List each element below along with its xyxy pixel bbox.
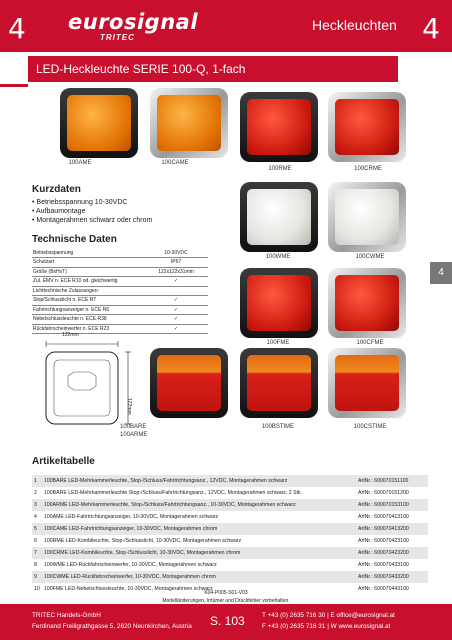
spec-row bbox=[32, 296, 208, 306]
lamp-image-100cfme bbox=[328, 268, 406, 338]
spec-row bbox=[32, 267, 208, 277]
kurzdaten-item: • Aufbaumontage bbox=[32, 207, 152, 216]
row-article-number: ArtNr.: 600070423200 bbox=[356, 547, 428, 559]
row-article-number: ArtNr.: 600070423100 bbox=[358, 538, 409, 544]
row-description: 100ARME LED-Mehrkammerleuchte, Stop-/Schluss/Fahrtrichtungsanz., 10-30VDC, Montagerahmen schwarz bbox=[42, 499, 356, 511]
row-number: 8 bbox=[34, 562, 37, 568]
footer-contact-phone-email: T +43 (0) 2635 716 30 | E office@eurosignal.at bbox=[262, 612, 395, 619]
lamp-label: 100CFME bbox=[356, 340, 384, 346]
document-code: K04-P005-S01-V03 bbox=[204, 590, 248, 596]
lamp-label: 100RME bbox=[268, 166, 292, 172]
lamp-image-100came bbox=[150, 88, 228, 158]
spec-row bbox=[32, 315, 208, 325]
table-row bbox=[32, 523, 428, 535]
lamp-image-100ame bbox=[60, 88, 138, 158]
kurzdaten-list bbox=[32, 198, 152, 225]
kurzdaten-heading: Kurzdaten bbox=[32, 184, 81, 195]
lamp-label: 100BARE bbox=[120, 424, 147, 430]
row-number: 9 bbox=[32, 571, 42, 583]
brand-logo-sub: TRITEC bbox=[100, 33, 135, 42]
spec-label: Fahrtrichtungsanzeiger n. ECE R6 bbox=[32, 305, 144, 315]
spec-row bbox=[32, 324, 208, 334]
spec-value: 10-30VDC bbox=[144, 248, 208, 258]
article-table bbox=[32, 475, 428, 595]
side-tab: 4 bbox=[430, 262, 452, 284]
lamp-label: 100CWME bbox=[355, 254, 385, 260]
footer-address: Ferdinand Freiligrathgasse 5, 2620 Neunkirchen, Austria bbox=[32, 623, 192, 630]
lamp-image-100cwme bbox=[328, 182, 406, 252]
drawing-width-label: 122mm bbox=[62, 332, 79, 338]
drawing-height-label: 122mm bbox=[126, 398, 132, 415]
section-title: LED-Heckleuchte SERIE 100-Q, 1-fach bbox=[28, 56, 398, 82]
spec-value: IP67 bbox=[144, 258, 208, 268]
row-description: 100CRME LED-Kombileuchte, Stop-/Schlusslicht, 10-30VDC, Montagerahmen chrom bbox=[42, 547, 356, 559]
row-description: 100CWME LED-Rückfahrscheinwerfer, 10-30VDC, Montagerahmen chrom bbox=[42, 571, 356, 583]
category-title: Heckleuchten bbox=[312, 17, 397, 33]
row-article-number: ArtNr.: 600070413200 bbox=[356, 523, 428, 535]
spec-label: Nebelschlussleuchte n. ECE R38 bbox=[32, 315, 144, 325]
spec-value bbox=[144, 286, 208, 296]
spec-label: Zul. EMV n. ECE R10 od. gleichwertig bbox=[32, 277, 144, 287]
footer-contact-fax-web: F +43 (0) 2635 716 31 | W www.eurosignal.at bbox=[262, 623, 391, 630]
lamp-label: 100CAME bbox=[161, 160, 189, 166]
page-number-left: 4 bbox=[8, 12, 26, 45]
table-row bbox=[32, 511, 428, 523]
row-description: 100CAME LED-Fahrtrichtungsanzeiger, 10-30VDC, Montagerahmen chrom bbox=[42, 523, 356, 535]
lamp-label: 100ARME bbox=[120, 432, 148, 438]
spec-label: Größe (BxHxT) bbox=[32, 267, 144, 277]
row-article-number: ArtNr.: 600070433200 bbox=[356, 571, 428, 583]
lamp-image-100cstime bbox=[328, 348, 406, 418]
table-row bbox=[32, 475, 428, 487]
spec-row bbox=[32, 305, 208, 315]
lamp-image-100bare bbox=[150, 348, 228, 418]
page-number-right: 4 bbox=[422, 12, 440, 45]
spec-row bbox=[32, 258, 208, 268]
row-number: 5 bbox=[32, 523, 42, 535]
spec-value: ✓ bbox=[144, 315, 208, 325]
section-accent bbox=[0, 84, 28, 87]
spec-row bbox=[32, 286, 208, 296]
lamp-label: 100BSTIME bbox=[261, 424, 295, 430]
spec-row bbox=[32, 248, 208, 258]
spec-label: Stop/Schlusslicht n. ECE R7 bbox=[32, 296, 144, 306]
spec-label: Betriebsspannung bbox=[32, 248, 144, 258]
row-article-number: ArtNr.: 600070433100 bbox=[358, 562, 409, 568]
lamp-label: 100CRME bbox=[354, 166, 382, 172]
spec-value: ✓ bbox=[144, 305, 208, 315]
row-description: 100RME LED-Kombileuchte, Stop-/Schlusslicht, 10-30VDC, Montagerahmen schwarz bbox=[44, 538, 242, 544]
row-description: 100FME LED-Nebelschlussleuchte, 10-30VDC, Montagerahmen schwarz bbox=[44, 586, 213, 592]
kurzdaten-item: • Montagerahmen schwarz oder chrom bbox=[32, 216, 152, 225]
spec-value: ✓ bbox=[144, 277, 208, 287]
spec-row bbox=[32, 277, 208, 287]
spec-label: Lichttechnische Zulassungen: bbox=[32, 286, 144, 296]
row-article-number: ArtNr.: 600070151200 bbox=[358, 490, 409, 496]
lamp-image-100crme bbox=[328, 92, 406, 162]
lamp-label: 100WME bbox=[265, 254, 291, 260]
lamp-image-100bstime bbox=[240, 348, 318, 418]
spec-value: 122x122x31mm bbox=[144, 267, 208, 277]
spec-value: ✓ bbox=[144, 296, 208, 306]
row-number: 4 bbox=[34, 514, 37, 520]
row-number: 1 bbox=[32, 475, 42, 487]
disclaimer-note: Modelländerungen, Irrtümer und Druckfehler vorbehalten. bbox=[162, 598, 290, 604]
row-number: 10 bbox=[34, 586, 40, 592]
page-header bbox=[0, 0, 452, 52]
row-article-number: ArtNr.: 600070153100 bbox=[356, 499, 428, 511]
lamp-label: 100CSTIME bbox=[353, 424, 387, 430]
brand-logo: eurosignal bbox=[68, 10, 199, 34]
table-row bbox=[32, 571, 428, 583]
technische-daten-heading: Technische Daten bbox=[32, 234, 117, 245]
row-number: 3 bbox=[32, 499, 42, 511]
table-row bbox=[32, 559, 428, 571]
row-description: 100WME LED-Rückfahrscheinwerfer, 10-30VDC, Montagerahmen schwarz bbox=[44, 562, 217, 568]
spec-label: Rückfahrscheinwerfer n. ECE R23 bbox=[32, 324, 144, 334]
technical-drawing bbox=[40, 340, 140, 440]
row-description: 100BARE LED-Mehrkammerleuchte, Stop-/Schluss/Fahrtrichtungsanz., 12VDC, Montagerahmen schwarz bbox=[42, 475, 356, 487]
row-article-number: ArtNr.: 600070443100 bbox=[358, 586, 409, 592]
table-row bbox=[32, 487, 428, 499]
table-row bbox=[32, 535, 428, 547]
footer-page-number: S. 103 bbox=[210, 614, 245, 628]
row-article-number: ArtNr.: 600070413100 bbox=[358, 514, 409, 520]
row-article-number: ArtNr.: 600070151100 bbox=[356, 475, 428, 487]
lamp-image-100fme bbox=[240, 268, 318, 338]
lamp-image-100rme bbox=[240, 92, 318, 162]
row-number: 7 bbox=[32, 547, 42, 559]
spec-label: Schutzart bbox=[32, 258, 144, 268]
row-number: 6 bbox=[34, 538, 37, 544]
table-row bbox=[32, 547, 428, 559]
kurzdaten-item: • Betriebsspannung 10-30VDC bbox=[32, 198, 152, 207]
spec-table bbox=[32, 248, 208, 334]
row-description: 100BARE LED-Mehrkammerleuchte Stop-/Schluss/Fahrtrichtungsanz., 12VDC, Montagerahmen schwarz, 2 Stk. bbox=[44, 490, 303, 496]
row-description: 100AME LED-Fahrtrichtungsanzeiger, 10-30VDC, Montagerahmen schwarz bbox=[44, 514, 219, 520]
table-row bbox=[32, 499, 428, 511]
lamp-label: 100FME bbox=[266, 340, 290, 346]
artikeltabelle-heading: Artikeltabelle bbox=[32, 456, 95, 467]
page-footer bbox=[0, 604, 452, 640]
row-number: 2 bbox=[34, 490, 37, 496]
footer-company: TRITEC Handels-GmbH bbox=[32, 612, 101, 619]
spec-value: ✓ bbox=[144, 324, 208, 334]
lamp-label: 100AME bbox=[68, 160, 92, 166]
lamp-image-100wme bbox=[240, 182, 318, 252]
